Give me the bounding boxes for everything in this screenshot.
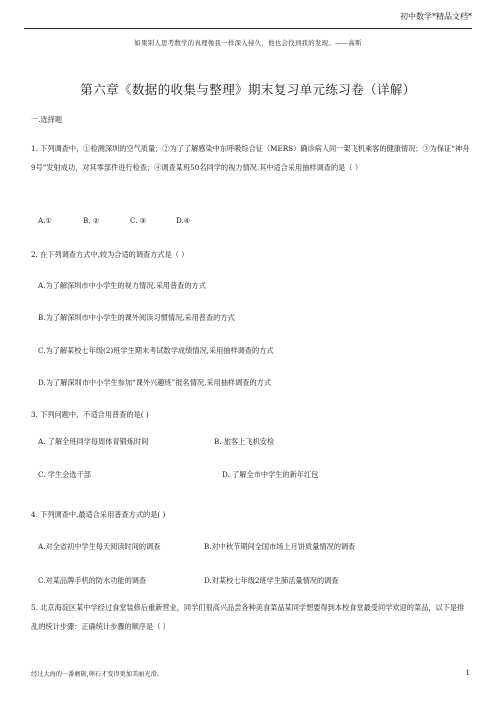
q4-option-c: C.对某品牌手机的防水功能的调查 [38, 576, 147, 585]
page-header [24, 6, 472, 29]
q3-option-d: D. 了解全市中学生的新年红包 [222, 470, 319, 479]
header-text: 初中数学*精品文档* [400, 12, 472, 21]
question-2-stem: 2. 在下列调查方式中,较为合适的调查方式是（ ） [31, 250, 189, 259]
question-4-stem: 4. 下列调查中,最适合采用普查方式的是( ) [31, 510, 166, 519]
page-number: 1 [465, 669, 470, 677]
footer-motto: 经过大海的一番磨砺,卵石才变得更加美丽光滑。 [31, 671, 163, 678]
q4-option-b: B.对中秋节期间全国市场上月饼质量情况的调查 [204, 542, 356, 551]
q1-option-d: D.④ [176, 216, 191, 225]
section-heading: 一.选择题 [31, 115, 63, 124]
q4-option-d: D.对某校七年级2班学生肺活量情况的调查 [204, 576, 339, 585]
q1-option-c: C. ③ [130, 216, 147, 225]
q2-option-c: C.为了解某校七年级(2)班学生期末考试数学成绩情况,采用抽样调查的方式 [38, 346, 274, 355]
question-3-stem: 3. 下列问题中，不适合用普查的是( ) [31, 410, 149, 419]
q2-option-b: B.为了解深圳市中小学生的课外阅读习惯情况,采用普查的方式 [38, 313, 235, 322]
document-title: 第六章《数据的收集与整理》期末复习单元练习卷（详解） [80, 82, 416, 97]
q3-option-a: A. 了解全班同学每周体育锻炼时间 [38, 437, 149, 446]
question-1-stem: 1. 下列调查中，①检测深圳的空气质量；②为了了解感染中东呼吸综合征（MERS）确诊病人同一架飞机乘客的健康情况；③为保证“神舟9号”发射成功，对其零部件进行检查；④调查某班50名同学的视力情况.其中适合采用抽样调查的是（ ） [31, 144, 470, 172]
q2-option-a: A.为了解深圳市中小学生的视力情况,采用普查的方式 [38, 281, 206, 290]
q1-option-a: A.① [38, 216, 52, 225]
q3-option-c: C. 学生会选干部 [38, 470, 91, 479]
question-5-stem: 5. 北京海淀区某中学经过食堂装修后重新营业，同学们很高兴品尝各种美食菜品某同学想要得到本校食堂最受同学欢迎的菜品，以下是排乱的统计步骤：正确统计步骤的顺序是（ ） [31, 603, 465, 631]
q4-option-a: A.对全省初中学生每天阅读时间的调查 [38, 542, 161, 551]
q2-option-d: D.为了解深圳市中小学生参加“课外兴趣班”报名情况,采用抽样调查的方式 [38, 378, 272, 387]
q3-option-b: B. 旅客上飞机安检 [214, 437, 275, 446]
quote-line: 如果别人思考数学的真理像我一样深入持久，他也会找到我的发现。——高斯 [134, 39, 362, 47]
q1-option-b: B. ② [83, 216, 100, 225]
